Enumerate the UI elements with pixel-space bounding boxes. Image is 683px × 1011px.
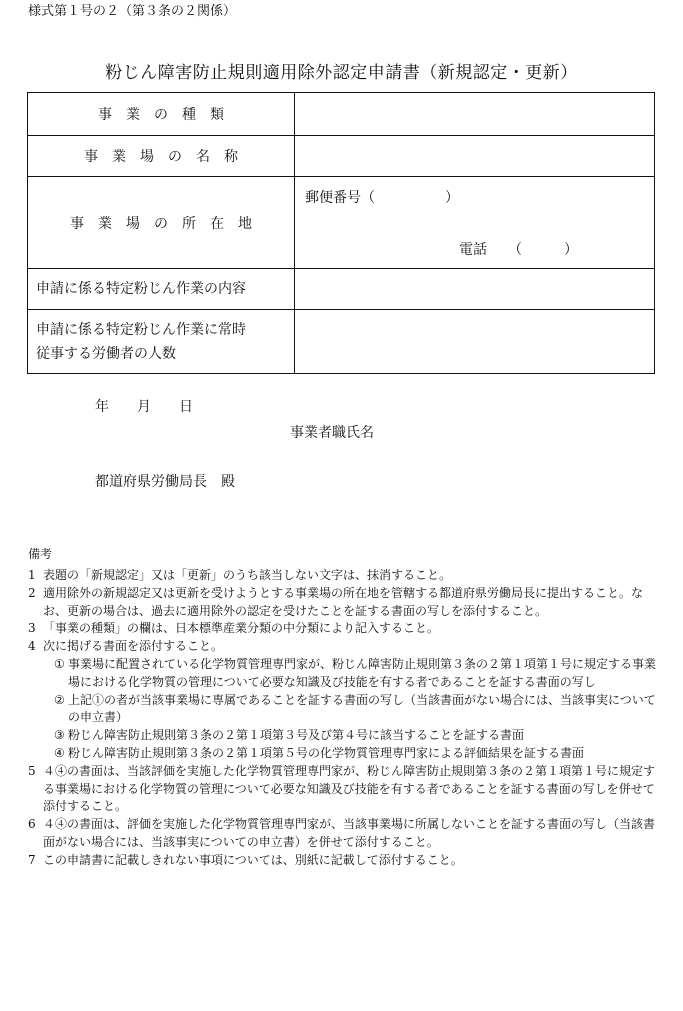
workplace-name-label: 事 業 場 の 名 称 (28, 136, 295, 177)
list-item (28, 620, 658, 638)
table-row (28, 93, 655, 136)
list-item (28, 852, 658, 870)
note-text: 「事業の種類」の欄は、日本標準産業分類の中分類により記入すること。 (43, 621, 440, 636)
sub-list-item (54, 692, 658, 728)
notes-list (28, 567, 658, 870)
sub-note-text: 粉じん障害防止規則第３条の２第１項第５号の化学物質管理専門家による評価結果を証する書面 (68, 745, 585, 760)
list-item (28, 816, 658, 852)
application-table (27, 92, 655, 374)
business-type-label: 事 業 の 種 類 (28, 93, 295, 136)
workplace-name-field[interactable] (295, 136, 655, 177)
sub-note-mark: ② (54, 692, 65, 707)
workplace-address-label: 事 業 場 の 所 在 地 (28, 177, 295, 269)
sub-note-mark: ③ (54, 728, 65, 743)
list-item (28, 585, 658, 621)
worker-count-field[interactable] (295, 310, 655, 374)
worker-count-label-line1: 申請に係る特定粉じん作業に常時 (36, 321, 246, 338)
date-line: 年 月 日 (95, 399, 193, 415)
list-item (28, 638, 658, 656)
table-row (28, 177, 655, 269)
form-number: 様式第１号の２（第３条の２関係） (28, 4, 237, 19)
dust-work-content-field[interactable] (295, 269, 655, 310)
sub-note-mark: ④ (54, 745, 65, 760)
notes-heading: 備考 (28, 547, 53, 561)
list-item (28, 567, 658, 585)
sub-list-item (54, 656, 658, 692)
note-text: 次に掲げる書面を添付すること。 (43, 639, 224, 654)
list-item (28, 763, 658, 816)
sub-list-item (54, 745, 658, 763)
applicant-name-label: 事業者職氏名 (290, 425, 374, 441)
note-text: ４④の書面は、当該評価を実施した化学物質管理専門家が、粉じん障害防止規則第３条の２第１項第１号に規定する事業場における化学物質の管理について必要な知識及び技能を有する者であることを証する書面の写しを併せて添付すること。 (43, 763, 656, 814)
sub-note-text: 粉じん障害防止規則第３条の２第１項第３号及び第４号に該当することを証する書面 (68, 728, 525, 743)
note-number: 7 (28, 852, 36, 867)
note-text: この申請書に記載しきれない事項については、別紙に記載して添付すること。 (43, 852, 463, 867)
worker-count-label-line2: 従事する労働者の人数 (36, 345, 176, 362)
note-number: 3 (28, 621, 36, 636)
sub-note-text: 事業場に配置されている化学物質管理専門家が、粉じん障害防止規則第３条の２第１項第１号に規定する事業場における化学物質の管理について必要な知識及び技能を有する者であることを証する書面の写し (68, 656, 657, 689)
note-number: 1 (28, 568, 36, 582)
form-title: 粉じん障害防止規則適用除外認定申請書（新規認定・更新） (105, 63, 578, 83)
business-type-field[interactable] (295, 93, 655, 136)
note-number: 6 (28, 817, 36, 832)
note-text: ４④の書面は、評価を実施した化学物質管理専門家が、当該事業場に所属しないことを証する書面の写し（当該書面がない場合には、当該事実についての申立書）を併せて添付すること。 (43, 817, 656, 849)
postal-code-label: 郵便番号（ ） (305, 190, 459, 206)
table-row (28, 310, 655, 374)
note-number: 5 (28, 763, 36, 778)
telephone-label: 電話 （ ） (459, 242, 578, 258)
dust-work-content-label: 申請に係る特定粉じん作業の内容 (28, 269, 295, 310)
sub-note-text: 上記①の者が当該事業場に専属であることを証する書面の写し（当該書面がない場合には、当該事実についての申立書） (68, 692, 656, 725)
addressee: 都道府県労働局長 殿 (95, 474, 235, 490)
worker-count-label (28, 310, 295, 374)
workplace-address-field[interactable] (295, 177, 655, 269)
note-text: 適用除外の新規認定又は更新を受けようとする事業場の所在地を管轄する都道府県労働局長に提出すること。なお、更新の場合は、過去に適用除外の認定を受けたことを証する書面の写しを添付すること。 (43, 585, 644, 618)
table-row (28, 269, 655, 310)
note-text: 表題の「新規認定」又は「更新」のうち該当しない文字は、抹消すること。 (43, 568, 452, 582)
sub-note-mark: ① (54, 656, 65, 671)
note-number: 2 (28, 585, 36, 600)
sub-list-item (54, 727, 658, 745)
note-number: 4 (28, 639, 36, 654)
table-row (28, 136, 655, 177)
